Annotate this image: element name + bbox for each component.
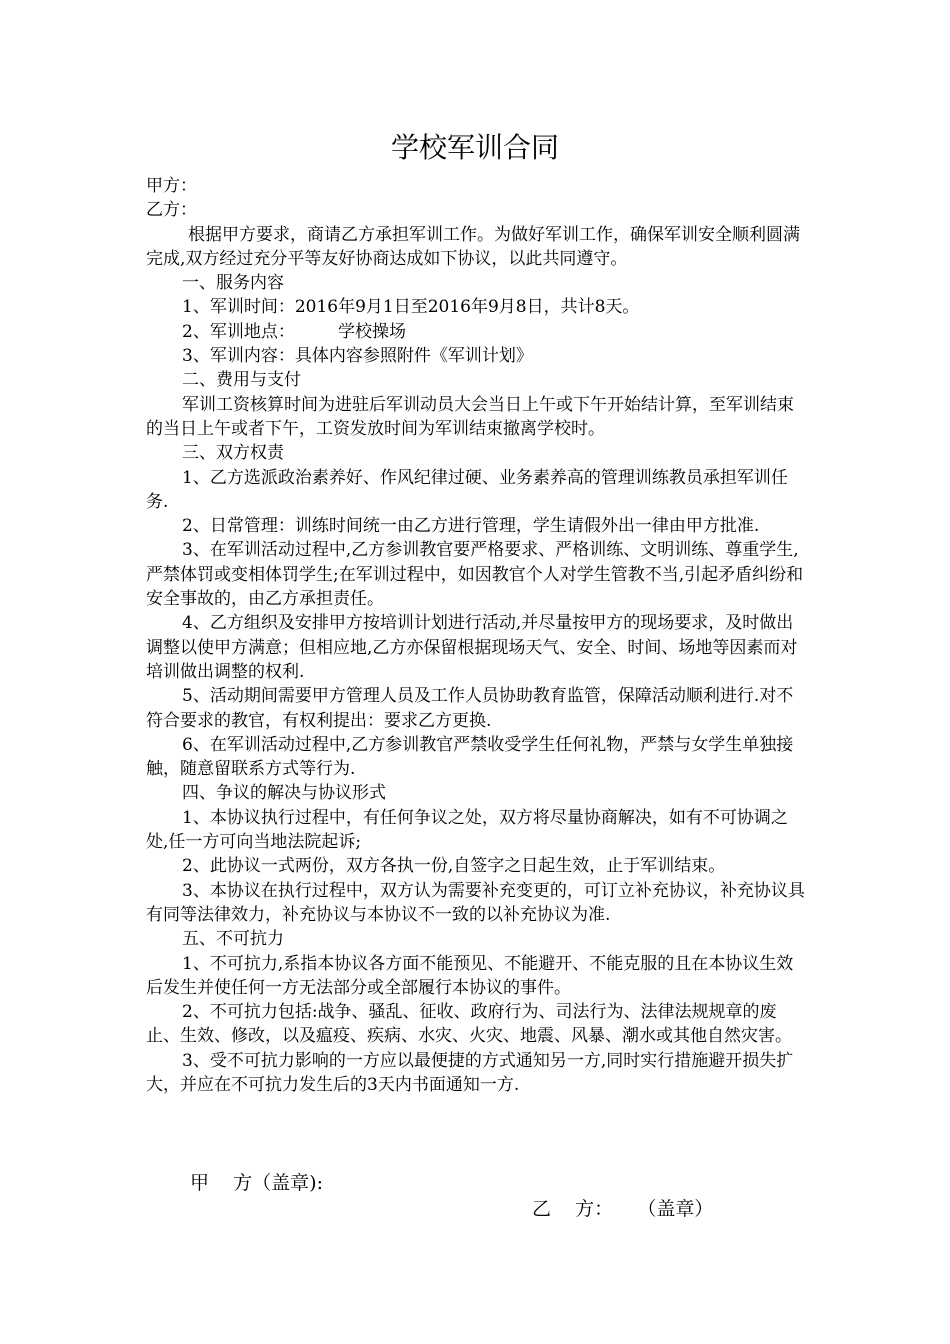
section-5-item-2: 2、不可抗力包括:战争、骚乱、征收、政府行为、司法行为、法律法规规章的废止、生效、修改，以及瘟疫、疾病、水灾、火灾、地震、风暴、潮水或其他自然灾害。 xyxy=(146,1002,792,1047)
party-b-signature: 乙 方： （盖章） xyxy=(532,1198,714,1220)
section-3-item-6: 6、在军训活动过程中,乙方参训教官严禁收受学生任何礼物，严禁与女学生单独接触，随意留联系方式等行为. xyxy=(146,734,794,780)
section-3-item-2: 2、日常管理：训练时间统一由乙方进行管理，学生请假外出一律由甲方批准. xyxy=(182,516,760,537)
section-1-item-2: 2、军训地点： 学校操场 xyxy=(182,321,407,342)
intro-paragraph: 根据甲方要求，商请乙方承担军训工作。为做好军训工作，确保军训安全顺利圆满完成,双方经过充分平等友好协商达成如下协议，以此共同遵守。 xyxy=(146,224,800,269)
section-4-item-2: 2、此协议一式两份，双方各执一份,自签字之日起生效，止于军训结束。 xyxy=(182,856,726,877)
section-1-heading: 一、服务内容 xyxy=(182,273,284,294)
section-3-heading: 三、双方权责 xyxy=(182,443,284,464)
section-3-item-5: 5、活动期间需要甲方管理人员及工作人员协助教育监管，保障活动顺利进行.对不符合要求的教官，有权利提出：要求乙方更换. xyxy=(146,686,794,731)
party-a-line: 甲方： xyxy=(146,176,197,196)
document-title: 学校军训合同 xyxy=(390,131,559,164)
section-3-item-4: 4、乙方组织及安排甲方按培训计划进行活动,并尽量按甲方的现场要求，及时做出调整以使甲方满意；但相应地,乙方亦保留根据现场天气、安全、时间、场地等因素而对培训做出调整的权利. xyxy=(146,613,798,682)
section-4-item-1: 1、本协议执行过程中，有任何争议之处，双方将尽量协商解决，如有不可协调之处,任一方可向当地法院起诉; xyxy=(146,807,788,853)
section-2-paragraph: 军训工资核算时间为进驻后军训动员大会当日上午或下午开始结计算，至军训结束的当日上午或者下午，工资发放时间为军训结束撤离学校时。 xyxy=(146,394,794,439)
contract-body xyxy=(146,174,810,1097)
section-2-heading: 二、费用与支付 xyxy=(182,370,301,391)
party-b-line: 乙方： xyxy=(146,200,197,221)
section-5-heading: 五、不可抗力 xyxy=(182,929,284,950)
party-a-signature: 甲 方（盖章): xyxy=(190,1172,323,1194)
section-3-item-1: 1、乙方选派政治素养好、作风纪律过硬、业务素养高的管理训练教员承担军训任务. xyxy=(146,467,788,512)
section-3-item-3: 3、在军训活动过程中,乙方参训教官要严格要求、严格训练、文明训练、尊重学生,严禁体罚或变相体罚学生;在军训过程中，如因教官个人对学生管教不当,引起矛盾纠纷和安全事故的，由乙方承担责任。 xyxy=(146,540,804,610)
section-4-item-3: 3、本协议在执行过程中，双方认为需要补充变更的，可订立补充协议，补充协议具有同等法律效力，补充协议与本协议不一致的以补充协议为准. xyxy=(146,880,805,925)
section-5-item-1: 1、不可抗力,系指本协议各方面不能预见、不能避开、不能克服的且在本协议生效后发生并使任何一方无法部分或全部履行本协议的事件。 xyxy=(146,953,794,998)
section-1-item-3: 3、军训内容：具体内容参照附件《军训计划》 xyxy=(182,346,533,367)
section-4-heading: 四、争议的解决与协议形式 xyxy=(182,783,386,804)
section-5-item-3: 3、受不可抗力影响的一方应以最便捷的方式通知另一方,同时实行措施避开损失扩大，并应在不可抗力发生后的3天内书面通知一方. xyxy=(146,1050,794,1095)
section-1-item-1: 1、军训时间：2016年9月1日至2016年9月8日，共计8天。 xyxy=(182,297,640,318)
